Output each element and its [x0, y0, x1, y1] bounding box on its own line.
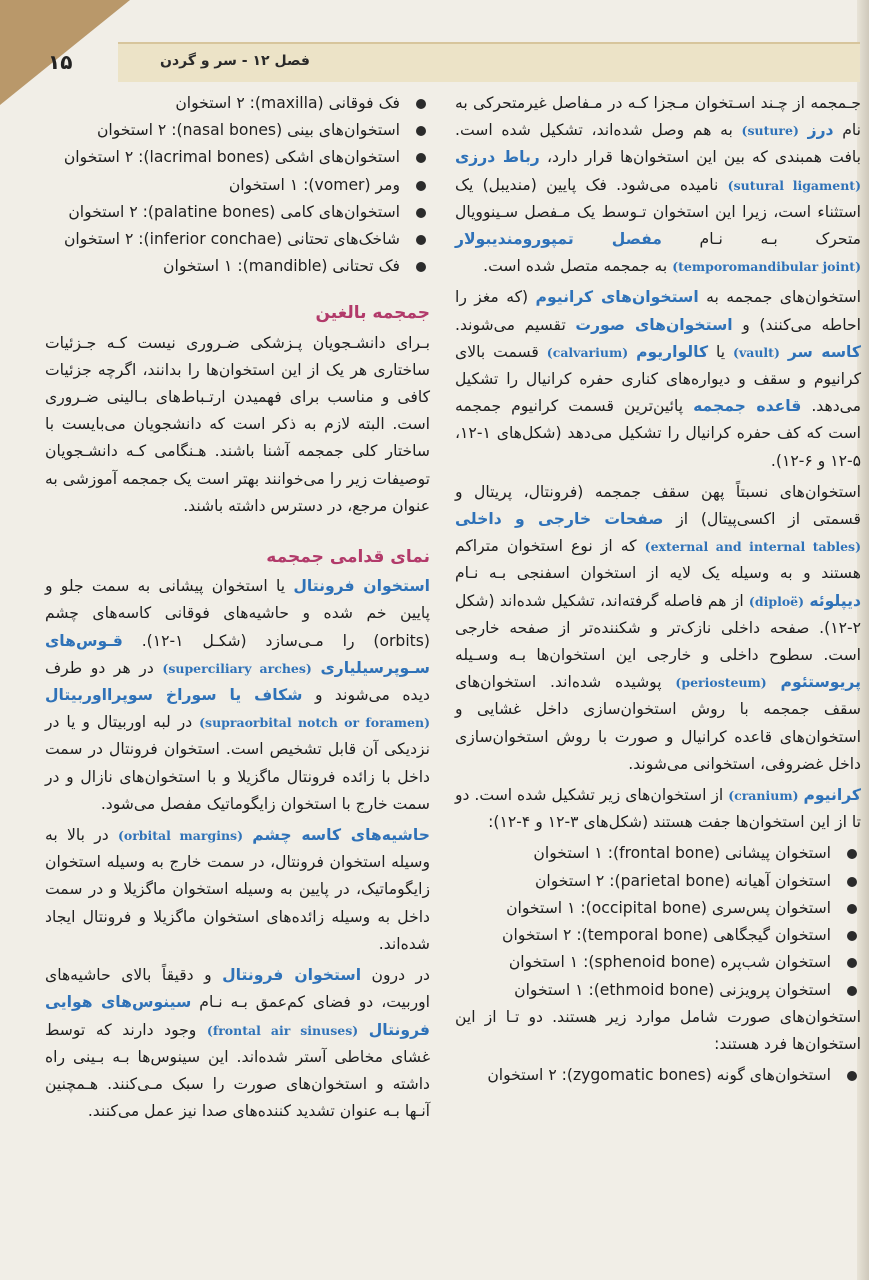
- paragraph-cranium-face: [455, 284, 861, 474]
- list-item-text: فک تحتانی (mandible): ۱ استخوان: [163, 257, 400, 276]
- cranium-bones-list: [455, 840, 861, 1003]
- list-item-text: استخوان پیشانی (frontal bone): ۱ استخوان: [533, 844, 831, 863]
- list-item: [45, 117, 430, 144]
- list-item-text: استخوان‌های بینی (nasal bones): ۲ استخوان: [96, 121, 400, 140]
- term-orbital-margins: حاشیه‌های کاسه چشم: [252, 826, 430, 845]
- list-item-text: استخوان گیجگاهی (temporal bone): ۲ استخوان: [502, 926, 831, 945]
- text: که از نوع استخوان متراکم هستند و به وسیله یک لایه از استخوان اسفنجی بـه نـام: [455, 537, 861, 583]
- paragraph-frontal-sinuses: [45, 962, 430, 1125]
- bullet-icon: [847, 931, 857, 941]
- latin-term: (sutural ligament): [727, 177, 861, 193]
- latin-term: (supraorbital notch or foramen): [199, 715, 430, 731]
- list-item-text: استخوان‌های کامی (palatine bones): ۲ استخوان: [68, 202, 400, 221]
- latin-term: (orbital margins): [117, 828, 243, 844]
- list-item-text: استخوان آهیانه (parietal bone): ۲ استخوان: [534, 871, 831, 890]
- list-item: [45, 253, 430, 280]
- latin-term: (suture): [741, 123, 799, 139]
- term-vault: کاسه سر: [787, 342, 861, 361]
- term-sutural-ligament: رباط درزی: [455, 148, 540, 167]
- list-item-text: استخوان پرویزنی (ethmoid bone): ۱ استخوان: [514, 980, 831, 999]
- term-diploe: دیپلوئه: [809, 591, 861, 610]
- text: استخوان‌های جمجمه به: [698, 288, 861, 307]
- facial-bones-list: [45, 90, 430, 280]
- left-column: [45, 90, 430, 1129]
- list-item: [455, 840, 861, 867]
- term-skull-base: قاعده جمجمه: [693, 397, 802, 416]
- list-item-text: استخوان‌های اشکی (lacrimal bones): ۲ استخوان: [63, 148, 400, 167]
- term-tables: صفحات خارجی و داخلی: [455, 510, 664, 529]
- text: پائین‌ترین قسمت کرانیوم جمجمه است که کف حفره کرانیال را تشکیل می‌دهد (شکل‌های ۱-۱۲، ۵-۱۲ و ۶-۱۲).: [455, 397, 861, 470]
- latin-term: (diploë): [748, 593, 805, 609]
- text: به جمجمه متصل شده است.: [483, 257, 673, 276]
- text: وجود دارند که توسط غشای مخاطی آستر شده‌اند. این سینوس‌ها بـه بـینی راه داشته و استخوان‌های صورت را سبک مـی‌کنند. هـمچنین آنـها بـه عنوان تشدید کننده‌های صدا نیز عمل می‌کنند.: [45, 1020, 430, 1121]
- term-frontal-bone: استخوان فرونتال: [293, 577, 431, 596]
- bullet-icon: [847, 904, 857, 914]
- latin-term: (cranium): [728, 788, 799, 804]
- term-suture: درز: [807, 121, 834, 140]
- paragraph-frontal-bone: [45, 573, 430, 818]
- page-number: ۱۵: [48, 50, 73, 74]
- text: (که مغز را احاطه می‌کنند) و: [455, 288, 861, 334]
- bullet-icon: [416, 262, 426, 272]
- bullet-icon: [416, 181, 426, 191]
- term-calvarium: کالواریوم: [636, 342, 709, 361]
- text: در بالا به وسیله استخوان فرونتال، در سمت خارج به وسیله استخوان زایگوماتیک، در پایین به وسیله استخوان ماگزیلا و در سمت داخل به وسیله زائده‌های استخوان ماگزیلا و فرونتال ایجاد شده‌اند.: [45, 826, 430, 953]
- paragraph-orbital-margins: [45, 822, 430, 958]
- list-item-text: استخوان شب‌پره (sphenoid bone): ۱ استخوان: [508, 953, 831, 972]
- bullet-icon: [847, 849, 857, 859]
- bullet-icon: [847, 986, 857, 996]
- latin-term: (vault): [733, 344, 780, 360]
- latin-term: (superciliary arches): [162, 660, 312, 676]
- term-facial-bones: استخوان‌های صورت: [575, 315, 733, 334]
- bullet-icon: [847, 958, 857, 968]
- chapter-title: فصل ۱۲ - سر و گردن: [160, 53, 310, 69]
- text: و دقیقاً بالای حاشیه‌های اوربیت، دو فضای کم‌عمق بـه نـام: [45, 966, 430, 1012]
- section-heading-adult-skull: جمجمه بالغین: [315, 303, 430, 324]
- paragraph-tables-diploe: [455, 479, 861, 778]
- term-frontal-sinuses: سینوس‌های هوایی فرونتال: [45, 993, 430, 1039]
- list-item: [455, 922, 861, 949]
- list-item: [455, 1062, 861, 1089]
- latin-term: (periosteum): [675, 675, 767, 691]
- text: تقسیم می‌شوند.: [455, 315, 576, 334]
- text: جـمجمه از چـند اسـتخوان مـجزا کـه در مـفاصل غیرمتحرکی به نام: [455, 94, 862, 140]
- term-cranial-bones: استخوان‌های کرانیوم: [535, 288, 699, 307]
- text: قسمت بالای کرانیوم و سقف و دیواره‌های کناری حفره کرانیال را تشکیل می‌دهد.: [455, 342, 861, 416]
- list-item: [45, 90, 430, 117]
- text: یا: [708, 342, 734, 361]
- latin-term: (external and internal tables): [644, 539, 862, 555]
- section-heading-anterior-view: نمای قدامی جمجمه: [266, 547, 430, 568]
- bullet-icon: [416, 153, 426, 163]
- list-item-text: فک فوقانی (maxilla): ۲ استخوان: [175, 94, 400, 112]
- list-item: [45, 226, 430, 253]
- list-item: [45, 199, 430, 226]
- term-tmj: مفصل تمپورومندیبولار: [455, 230, 662, 249]
- term-frontal-bone: استخوان فرونتال: [222, 966, 362, 985]
- term-supraorbital-notch: شکاف یا سوراخ سوپرااوربیتال: [45, 686, 303, 705]
- text: نامیده می‌شود. فک پایین (مندیبل) یک استثناء است، زیرا این استخوان تـوسط یک مـفصل سـینوویال متحرک بـه نـام: [455, 175, 862, 249]
- latin-term: (frontal air sinuses): [206, 1022, 359, 1038]
- text: در لبه اوربیتال و یا در نزدیکی آن قابل تشخیص است. استخوان فرونتال در سمت داخل با زائده فرونتال ماگزیلا و با استخوان‌های نازال و در سمت خارج با استخوان زایگوماتیک مفصل می‌شود.: [45, 713, 430, 813]
- list-item-text: شاخک‌های تحتانی (inferior conchae): ۲ استخوان: [63, 230, 400, 249]
- spacer: [45, 524, 430, 538]
- bullet-icon: [416, 208, 426, 218]
- bullet-icon: [416, 99, 426, 109]
- term-periosteum: پریوستئوم: [780, 673, 861, 692]
- term-cranium: کرانیوم: [803, 786, 861, 805]
- facial-bones-list-start: [455, 1062, 861, 1089]
- bullet-icon: [847, 1071, 857, 1081]
- latin-term: (calvarium): [546, 344, 629, 360]
- list-item: [45, 144, 430, 171]
- bullet-icon: [416, 126, 426, 136]
- paragraph-adult-skull: بـرای دانشـجویان پـزشکی ضـروری نیست کـه جـزئیات ساختاری هر یک از این استخوان‌ها را بدانند، اگرچه جزئیات کافی و مناسب برای فهمیدن ارتـباط‌های بـالینی ضـروری است. البته لازم به ذکر است که دانشجویان می‌بایست با ساختار کلی جمجمه آشنا باشند. هـنگامی کـه دانشـجویان توصیفات زیر را می‌خوانند بهتر است یک جمجمه آموزشی به عنوان مرجع، در دسترس داشته باشند.: [45, 333, 430, 515]
- paragraph-facial-intro: استخوان‌های صورت شامل موارد زیر هستند. دو تـا از این استخوان‌ها فرد هستند:: [455, 1007, 861, 1053]
- text: در درون: [361, 966, 430, 985]
- spacer: [45, 280, 430, 294]
- latin-term: (temporomandibular joint): [672, 259, 861, 275]
- bullet-icon: [416, 235, 426, 245]
- paragraph-skull-sutures: [455, 90, 861, 280]
- list-item-text: ومر (vomer): ۱ استخوان: [228, 175, 400, 194]
- text: از استخوان‌های زیر تشکیل شده است. دو تا از این استخوان‌ها جفت هستند (شکل‌های ۳-۱۲ و ۴-۱۲):: [455, 786, 861, 832]
- text: پوشیده شده‌اند. استخوان‌های سقف جمجمه با روش استخوان‌سازی داخل غشایی و استخوان‌های قاعده کرانیال و صورت با روش استخوان‌سازی داخل غضروفی، استخوانی می‌شوند.: [455, 673, 861, 773]
- text: در هر دو طرف دیده می‌شوند و: [45, 658, 430, 705]
- list-item-text: استخوان پس‌سری (occipital bone): ۱ استخوان: [506, 898, 831, 917]
- term-superciliary-arches: قـوس‌های سـوپرسیلیاری: [45, 631, 430, 677]
- list-item: [455, 977, 861, 1004]
- list-item-text: استخوان‌های گونه (zygomatic bones): ۲ استخوان: [487, 1066, 831, 1085]
- list-item: [45, 172, 430, 199]
- list-item: [455, 949, 861, 976]
- paragraph-cranium-list-intro: [455, 782, 861, 836]
- bullet-icon: [847, 877, 857, 887]
- text: استخوان‌های نسبتاً پهن سقف جمجمه (فرونتال، پریتال و قسمتی از اکسی‌پیتال) از: [455, 482, 861, 529]
- text: یا استخوان پیشانی به سمت جلو و پایین خم شده و حاشیه‌های فوقانی کاسه‌های چشم (orbits) را مـی‌سازد (شکـل ۱-۱۲).: [45, 577, 430, 650]
- right-column: [455, 90, 861, 1089]
- list-item: [455, 895, 861, 922]
- text: به هم وصل شده‌اند، تشکیل شده است. بافت همبندی که بین این استخوان‌ها قرار دارد،: [455, 121, 862, 167]
- text: از هم فاصله گرفته‌اند، تشکیل شده‌اند (شکل ۲-۱۲). صفحه داخلی نازک‌تر و شکننده‌تر از صفحه خارجی است. سطوح داخلی و خارجی این استخوان‌ها بـه وسـیله: [455, 591, 861, 665]
- list-item: [455, 868, 861, 895]
